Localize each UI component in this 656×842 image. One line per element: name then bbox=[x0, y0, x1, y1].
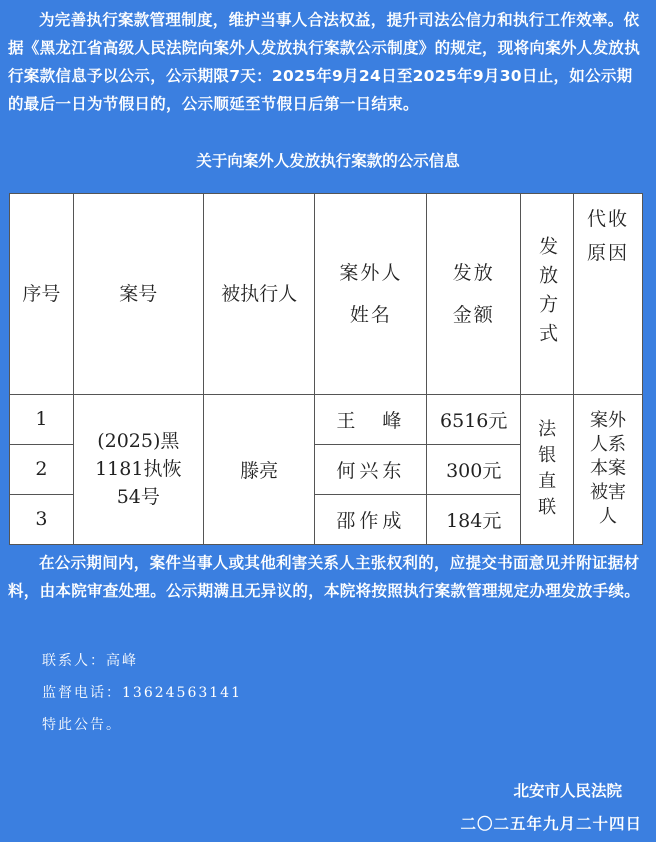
header-executed-person: 被执行人 bbox=[203, 194, 315, 395]
amount: 6516元 bbox=[427, 394, 521, 444]
outsider-name: 王 峰 bbox=[315, 394, 427, 444]
outsider-name: 何兴东 bbox=[315, 444, 427, 494]
header-outsider-name bbox=[315, 194, 427, 395]
table-row bbox=[10, 394, 643, 444]
supervision-phone: 监督电话：13624563141 bbox=[42, 685, 242, 701]
header-reason-text: 代收原因 bbox=[587, 208, 630, 264]
header-method bbox=[521, 194, 574, 395]
header-case-no: 案号 bbox=[73, 194, 203, 395]
reason-cell bbox=[574, 394, 643, 544]
notice-table bbox=[9, 193, 643, 545]
table-title: 关于向案外人发放执行案款的公示信息 bbox=[196, 152, 460, 170]
executed-person-cell: 滕亮 bbox=[203, 394, 315, 544]
contact-person: 联系人：高峰 bbox=[42, 653, 138, 669]
table-header-row bbox=[10, 194, 643, 395]
header-amount-text: 发放金额 bbox=[452, 261, 495, 326]
row-seq: 2 bbox=[10, 444, 74, 494]
payment-method: 法银直联 bbox=[538, 419, 557, 519]
announcement-date: 二〇二五年九月二十四日 bbox=[460, 815, 642, 833]
court-name: 北安市人民法院 bbox=[513, 782, 622, 800]
row-seq: 1 bbox=[10, 394, 74, 444]
header-reason bbox=[574, 194, 643, 395]
header-outsider-name-text: 案外人姓名 bbox=[339, 261, 403, 326]
header-amount bbox=[427, 194, 521, 395]
row-seq: 3 bbox=[10, 494, 74, 544]
announcement-closing: 特此公告。 bbox=[42, 717, 122, 733]
outsider-name: 邵作成 bbox=[315, 494, 427, 544]
closing-paragraph: 在公示期间内，案件当事人或其他利害关系人主张权利的，应提交书面意见并附证据材料，由本院审查处理。公示期满且无异议的，本院将按照执行案款管理规定办理发放手续。 bbox=[8, 554, 641, 600]
header-seq: 序号 bbox=[10, 194, 74, 395]
header-method-text: 发放方式 bbox=[536, 235, 559, 352]
case-number: (2025)黑1181执恢54号 bbox=[95, 430, 182, 509]
case-number-cell bbox=[73, 394, 203, 544]
collection-reason: 案外人系本案被害人 bbox=[590, 410, 627, 528]
method-cell bbox=[521, 394, 574, 544]
amount: 184元 bbox=[427, 494, 521, 544]
intro-paragraph: 为完善执行案款管理制度，维护当事人合法权益，提升司法公信力和执行工作效率。依据《黑龙江省高级人民法院向案外人发放执行案款公示制度》的规定，现将向案外人发放执行案款信息予以公示，公示期限7天：2025年9月24日至2025年9月30日止，如公示期的最后一日为节假日的，公示顺延至节假日后第一日结束。 bbox=[8, 11, 641, 113]
amount: 300元 bbox=[427, 444, 521, 494]
